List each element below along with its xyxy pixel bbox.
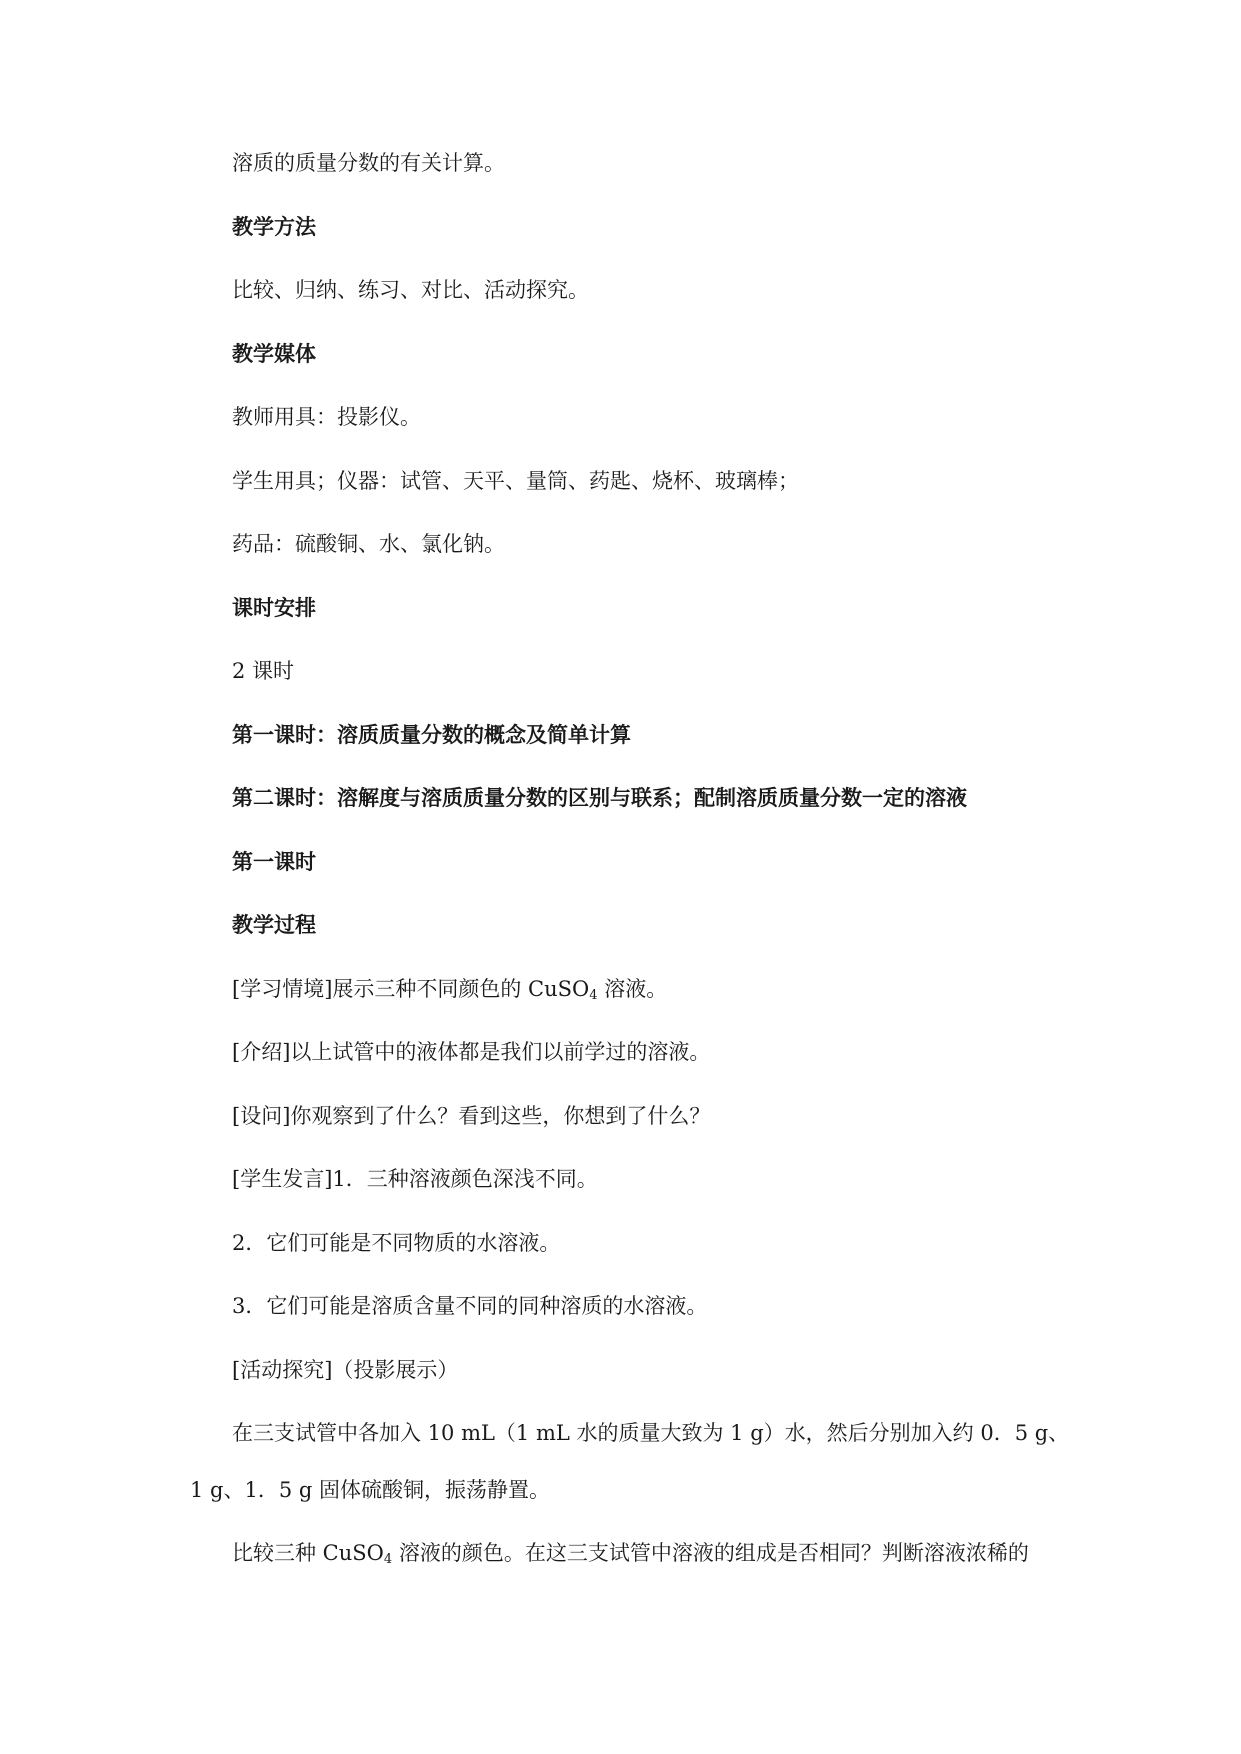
situation-line bbox=[232, 975, 667, 1003]
subscript: 4 bbox=[383, 1552, 393, 1567]
section-heading: 课时安排 bbox=[232, 595, 316, 620]
text-line: 比较、归纳、练习、对比、活动探究。 bbox=[232, 278, 589, 302]
text-line: 2．它们可能是不同物质的水溶液。 bbox=[232, 1231, 561, 1255]
text-line: 药品：硫酸铜、水、氯化钠。 bbox=[232, 532, 505, 556]
text-line: [活动探究]（投影展示） bbox=[232, 1358, 459, 1382]
text-line: 3．它们可能是溶质含量不同的同种溶质的水溶液。 bbox=[232, 1294, 708, 1318]
section-heading: 教学过程 bbox=[232, 912, 316, 937]
situation-text: 溶液。 bbox=[597, 977, 668, 1001]
text-line: [学生发言]1．三种溶液颜色深浅不同。 bbox=[232, 1167, 598, 1191]
compare-text: 比较三种 CuSO bbox=[232, 1541, 384, 1565]
section-heading: 第一课时 bbox=[232, 849, 316, 874]
text-line: 2 课时 bbox=[232, 659, 295, 683]
text-line: [设问]你观察到了什么？看到这些，你想到了什么？ bbox=[232, 1104, 711, 1128]
text-line: 教师用具：投影仪。 bbox=[232, 405, 421, 429]
experiment-line: 在三支试管中各加入 10 mL（1 mL 水的质量大致为 1 g）水，然后分别加入约 0．5 g、 bbox=[232, 1421, 1070, 1445]
text-line: [介绍]以上试管中的液体都是我们以前学过的溶液。 bbox=[232, 1040, 711, 1064]
situation-text: [学习情境]展示三种不同颜色的 CuSO bbox=[232, 977, 590, 1001]
experiment-line: 1 g、1．5 g 固体硫酸铜，振荡静置。 bbox=[190, 1478, 550, 1502]
section-heading: 教学方法 bbox=[232, 214, 316, 239]
lesson-line: 第二课时：溶解度与溶质质量分数的区别与联系；配制溶质质量分数一定的溶液 bbox=[232, 785, 967, 810]
text-line: 学生用具；仪器：试管、天平、量筒、药匙、烧杯、玻璃棒； bbox=[232, 469, 799, 493]
lesson-line: 第一课时：溶质质量分数的概念及简单计算 bbox=[232, 722, 631, 747]
compare-text: 溶液的颜色。在这三支试管中溶液的组成是否相同？判断溶液浓稀的 bbox=[392, 1541, 1029, 1565]
subscript: 4 bbox=[589, 988, 598, 1003]
section-heading: 教学媒体 bbox=[232, 341, 316, 366]
text-line: 溶质的质量分数的有关计算。 bbox=[232, 151, 505, 175]
compare-line bbox=[232, 1539, 1029, 1567]
